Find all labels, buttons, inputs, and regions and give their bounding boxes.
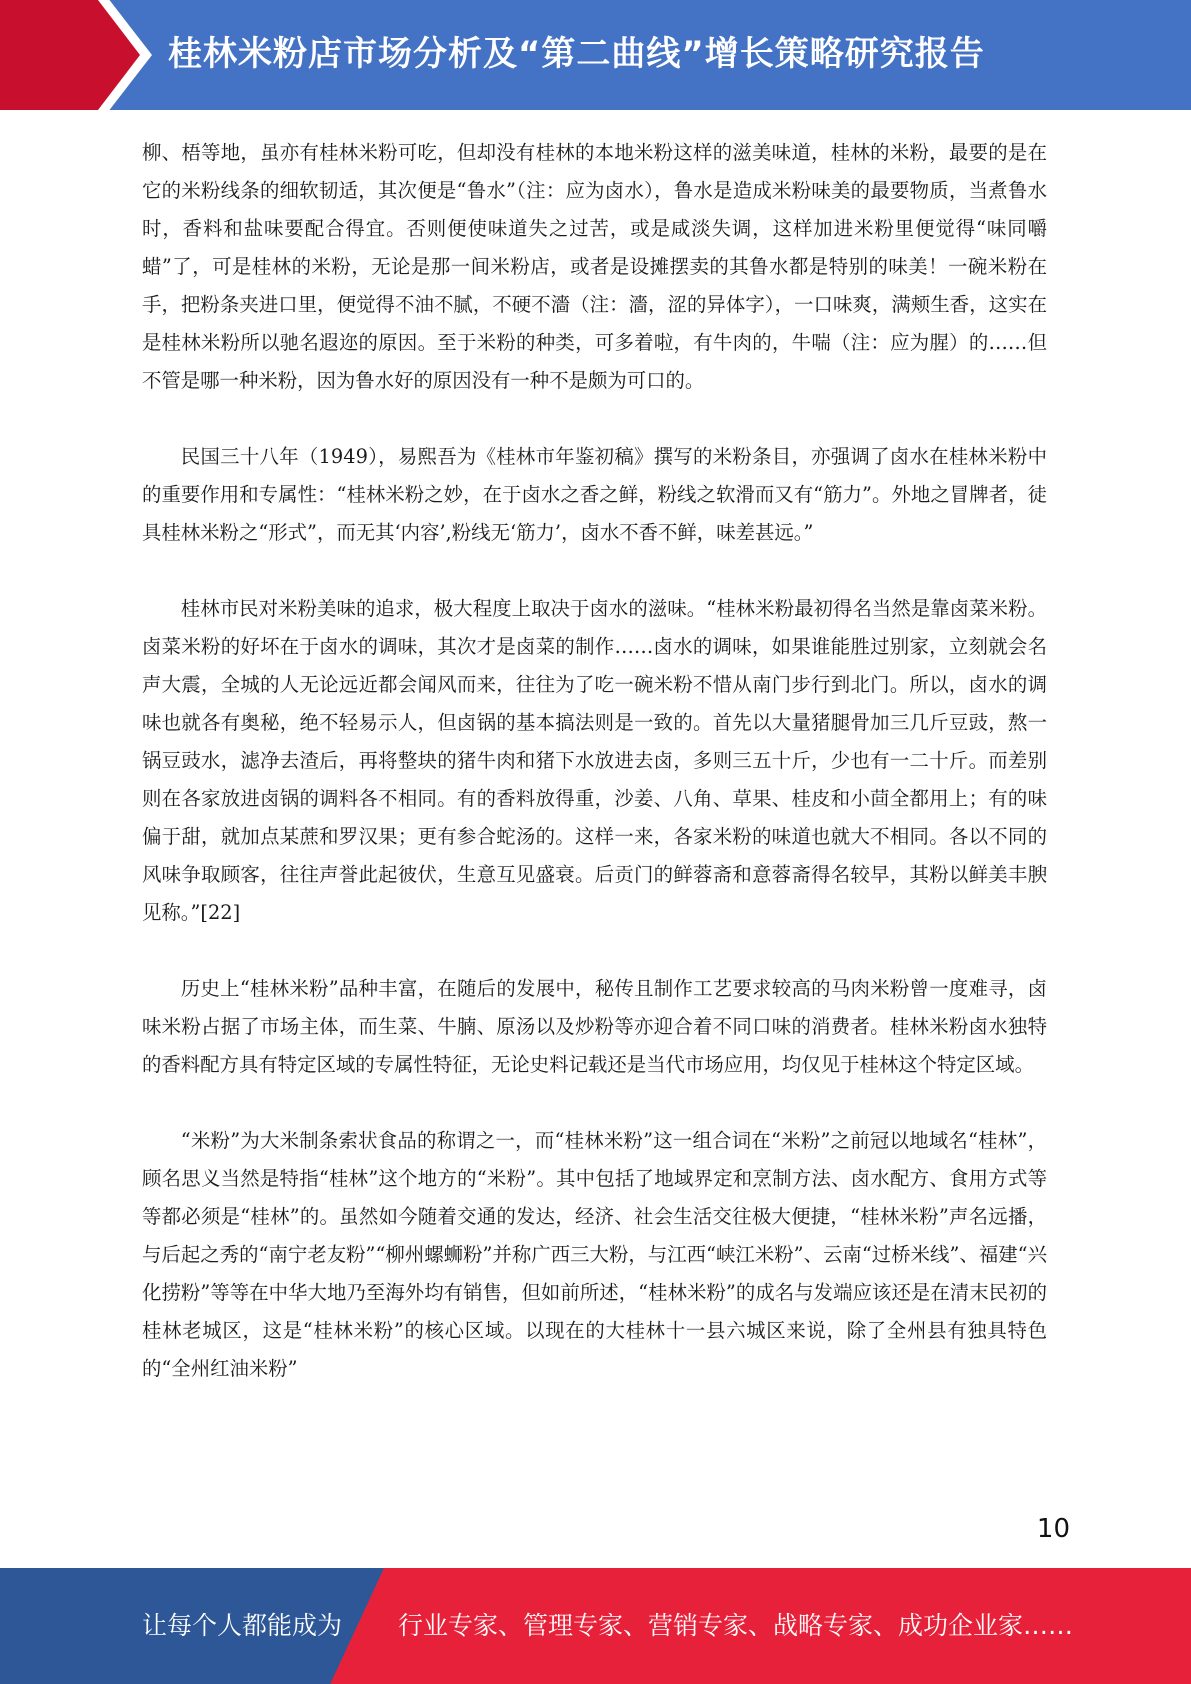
paragraph-4: 历史上“桂林米粉”品种丰富，在随后的发展中，秘传且制作工艺要求较高的马肉米粉曾一度难寻，卤味米粉占据了市场主体，而生菜、牛腩、原汤以及炒粉等亦迎合着不同口味的消费者。桂林米粉卤水独特的香料配方具有特定区域的专属性特征，无论史料记载还是当代市场应用，均仅见于桂林这个特定区域。 [142, 977, 1047, 1076]
paragraph-5: “米粉”为大米制条索状食品的称谓之一，而“桂林米粉”这一组合词在“米粉”之前冠以地域名“桂林”，顾名思义当然是特指“桂林”这个地方的“米粉”。其中包括了地域界定和烹制方法、卤水配方、食用方式等等都必须是“桂林”的。虽然如今随着交通的发达，经济、社会生活交往极大便捷，“桂林米粉”声名远播，与后起之秀的“南宁老友粉”“柳州螺蛳粉”并称广西三大粉，与江西“峡江米粉”、云南“过桥米线”、福建“兴化捞粉”等等在中华大地乃至海外均有销售，但如前所述，“桂林米粉”的成名与发端应该还是在清末民初的桂林老城区，这是“桂林米粉”的核心区域。以现在的大桂林十一县六城区来说，除了全州县有独具特色的“全州红油米粉” [142, 1129, 1047, 1380]
footer-slogan-left: 让每个人都能成为 [142, 1611, 343, 1640]
footer-slogan-right: 行业专家、管理专家、营销专家、战略专家、成功企业家…… [398, 1611, 1074, 1640]
document-body [142, 134, 1047, 1426]
page-number: 10 [1036, 1514, 1070, 1544]
paragraph-2: 民国三十八年（1949），易熙吾为《桂林市年鉴初稿》撰写的米粉条目，亦强调了卤水在桂林米粉中的重要作用和专属性：“桂林米粉之妙，在于卤水之香之鲜，粉线之软滑而又有“筋力”。外地之冒牌者，徒具桂林米粉之“形式”，而无其‘内容’,粉线无‘筋力’，卤水不香不鲜，味差甚远。” [142, 445, 1047, 544]
report-title: 桂林米粉店市场分析及“第二曲线”增长策略研究报告 [168, 34, 985, 74]
paragraph-1: 柳、梧等地，虽亦有桂林米粉可吃，但却没有桂林的本地米粉这样的滋美味道，桂林的米粉，最要的是在它的米粉线条的细软韧适，其次便是“鲁水”（注：应为卤水），鲁水是造成米粉味美的最要物质，当煮鲁水时，香料和盐味要配合得宜。否则便使味道失之过苦，或是咸淡失调，这样加进米粉里便觉得“味同嚼蜡”了，可是桂林的米粉，无论是那一间米粉店，或者是设摊摆卖的其鲁水都是特别的味美！一碗米粉在手，把粉条夹进口里，便觉得不油不腻，不硬不濇（注：濇，涩的异体字），一口味爽，满颊生香，这实在是桂林米粉所以驰名遐迩的原因。至于米粉的种类，可多着啦，有牛肉的，牛喘（注：应为腥）的……但不管是哪一种米粉，因为鲁水好的原因没有一种不是颇为可口的。 [142, 141, 1047, 392]
paragraph-3: 桂林市民对米粉美味的追求，极大程度上取决于卤水的滋味。“桂林米粉最初得名当然是靠卤菜米粉。卤菜米粉的好坏在于卤水的调味，其次才是卤菜的制作……卤水的调味，如果谁能胜过别家，立刻就会名声大震，全城的人无论远近都会闻风而来，往往为了吃一碗米粉不惜从南门步行到北门。所以，卤水的调味也就各有奥秘，绝不轻易示人，但卤锅的基本搞法则是一致的。首先以大量猪腿骨加三几斤豆豉，熬一锅豆豉水，滤净去渣后，再将整块的猪牛肉和猪下水放进去卤，多则三五十斤，少也有一二十斤。而差别则在各家放进卤锅的调料各不相同。有的香料放得重，沙姜、八角、草果、桂皮和小茴全都用上；有的味偏于甜，就加点某蔗和罗汉果；更有参合蛇汤的。这样一来，各家米粉的味道也就大不相同。各以不同的风味争取顾客，往往声誉此起彼伏，生意互见盛衰。后贡门的鲜蓉斋和意蓉斋得名较早，其粉以鲜美丰腴见称。”[22] [142, 597, 1047, 924]
page-header [0, 0, 1191, 110]
page-footer [0, 1568, 1191, 1684]
